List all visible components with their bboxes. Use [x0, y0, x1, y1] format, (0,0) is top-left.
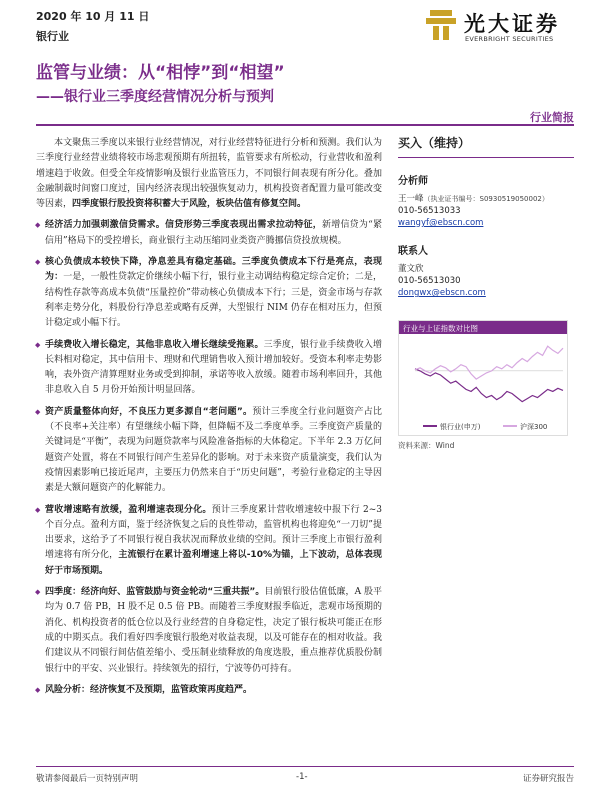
contact-heading: 联系人	[398, 246, 428, 257]
bullet-margin	[36, 255, 382, 331]
bullet-q4-text: 目前银行股估值低廉，A 股平均为 0.7 倍 PB，H 股不足 0.5 倍 PB。而随着三季度财报季临近，悲观市场预期的消化、机构投资者的低仓位以及行业经营的自身稳定性，决定了银行板块可能正在形成的中期买点。我们看好四季度银行股绝对收益表现，以及可能存在的相对收益。我们建议从不同银行间估值差缩小、受压制业绩释放的角度选股，重点推荐优质股份制银行中的平安、兴业银行。持续领先的招行，宁波等仍可持有。	[45, 587, 382, 674]
bullet-asset-head: 资产质量整体向好，不良压力更多源自“老问题”。	[45, 406, 253, 417]
sector-label: 银行业	[36, 30, 69, 43]
bullet-q4-head: 四季度：经济向好、监管鼓励与资金轮动“三重共振”。	[45, 587, 265, 598]
title-divider	[36, 124, 574, 126]
footer-divider	[36, 766, 574, 767]
logo-mark-icon	[424, 8, 458, 42]
bullet-asset-text: 预计三季度全行业问题资产占比（不良率+关注率）有望继续小幅下降，但降幅不及二季度单季。三季度资产质量的关键词是“平衡”，表现为问题贷款率与风险准备指标的大体稳定。下半年 2.3 万亿问题资产处置，将在不同银行间产生差异化的影响。对于未来资产质量演变，我们认为疫情因素影响已接近尾声，主要压力仍然来自于“历史问题”，考验行业稳定的主导因素是大额问题资产的化解能力。	[45, 406, 382, 494]
risk-analysis: ◆ 风险分析：经济恢复不及预期，监管政策再度趋严。	[36, 683, 382, 698]
series-line-bank	[415, 369, 563, 402]
analyst-name: 王一峰	[398, 194, 424, 204]
bullet-margin-head: 核心负债成本较快下降，净息差具有稳定基础。三季度负债成本下行是亮点，表现为：	[45, 257, 382, 283]
footer-disclaimer: 敬请参阅最后一页特别声明	[36, 774, 139, 784]
bullet-q4-outlook	[36, 585, 382, 677]
bullet-fee-text: 三季度，银行业手续费收入增长料相对稳定，其中信用卡、理财和代理销售收入预计增加较好。受资本利率走势影响，表外资产清算理财业务或受到抑制，承诺等收入放缓。随着市场利率回升，其他非息收入自 5 月份开始预计明显回落。	[45, 339, 382, 396]
bullet-fee-head: 手续费收入增长稳定，其他非息收入增长继续受拖累。	[45, 339, 264, 350]
intro-text: 本文聚焦三季度以来银行业经营情况，对行业经营特征进行分析和预测。我们认为三季度行业经营业绩将较市场悲观预期有所扭转，监管要求有所松动，行业营收和盈利增速趋于收敛。但受全年疫情影响及银行业监管压力，不同银行间表现有所分化。叠加金融制裁时间窗口度过，国内经济表现出较强恢复动力，机构投资者配置力量可能改变等因素，	[36, 138, 382, 210]
report-title: 监管与业绩：从“相悖”到“相望”	[36, 63, 285, 83]
analyst-email-link[interactable]: wangyf@ebscn.com	[398, 218, 484, 228]
intro-paragraph	[36, 136, 382, 212]
company-logo	[424, 6, 574, 48]
chart-title: 行业与上证指数对比图	[399, 321, 567, 334]
main-body	[36, 136, 382, 698]
bullet-earnings-text: 预计三季度累计营收增速较中报下行 2~3 个百分点。盈利方面，鉴于经济恢复之后的良性带动，监管机构也将迎免“一刀切”提出要求，这给予了不同银行视自我状况而释放业绩的空间。预计三季度上市银行盈利增速将有所分化，	[45, 504, 382, 561]
logo-english-name: EVERBRIGHT SECURITIES	[465, 35, 554, 43]
contact-phone: 010-56513030	[398, 276, 461, 286]
logo-name: 光大证券	[464, 11, 560, 36]
bullet-earnings-conclusion: 主流银行在累计盈利增速上将以-10%为锚，上下波动，总体表现好于市场预期。	[45, 550, 382, 576]
investment-rating: 买入（维持）	[398, 134, 574, 158]
report-type: 行业简报	[530, 111, 574, 124]
legend-label-0: 银行业(申万)	[440, 423, 481, 431]
bullet-credit	[36, 218, 382, 249]
contact-email-link[interactable]: dongwx@ebscn.com	[398, 288, 486, 298]
analyst-cert: （执业证书编号：S0930519050002）	[423, 195, 549, 203]
report-date: 2020 年 10 月 11 日	[36, 10, 150, 23]
bullet-margin-text: 一是，一般性贷款定价继续小幅下行，银行业主动调结构稳定综合定价；二是，结构性存款等高成本负债“压量控价”带动核心负债成本下行；三是，资金市场与存款利率走势分化，料股份行净息差或略有反弹，大型银行 NIM 仍存在相对压力，但预计稳定或小幅下行。	[45, 272, 382, 329]
chart-plot	[399, 334, 569, 436]
contact-name: 董文欣	[398, 264, 424, 274]
analyst-info	[398, 192, 574, 204]
chart-legend	[423, 422, 547, 431]
footer-report-type: 证券研究报告	[522, 774, 574, 784]
bullet-earnings-head: 营收增速略有放缓，盈利增速表现分化。	[45, 504, 212, 515]
bullet-credit-head: 经济活力加强刺激信贷需求。信贷形势三季度表现出需求拉动特征，	[45, 220, 322, 231]
analyst-phone: 010-56513033	[398, 206, 461, 216]
analyst-heading: 分析师	[398, 176, 428, 187]
legend-label-1: 沪深300	[520, 423, 548, 431]
bullet-asset-quality	[36, 405, 382, 497]
report-subtitle: ——银行业三季度经营情况分析与预判	[36, 89, 274, 105]
bullet-earnings	[36, 503, 382, 579]
bullet-credit-text: 新增信贷为“紧信用”格局下的受控增长，商业银行主动压缩同业类资产腾挪信贷投放规模。	[45, 220, 382, 246]
sidebar	[398, 134, 574, 451]
page-number: -1-	[296, 772, 308, 782]
index-comparison-chart	[398, 320, 568, 436]
intro-conclusion: 四季度银行股投资将积蓄大于风险，板块估值有修复空间。	[72, 199, 307, 210]
chart-source: 资料来源：Wind	[398, 441, 455, 450]
bullet-fee-income	[36, 338, 382, 399]
